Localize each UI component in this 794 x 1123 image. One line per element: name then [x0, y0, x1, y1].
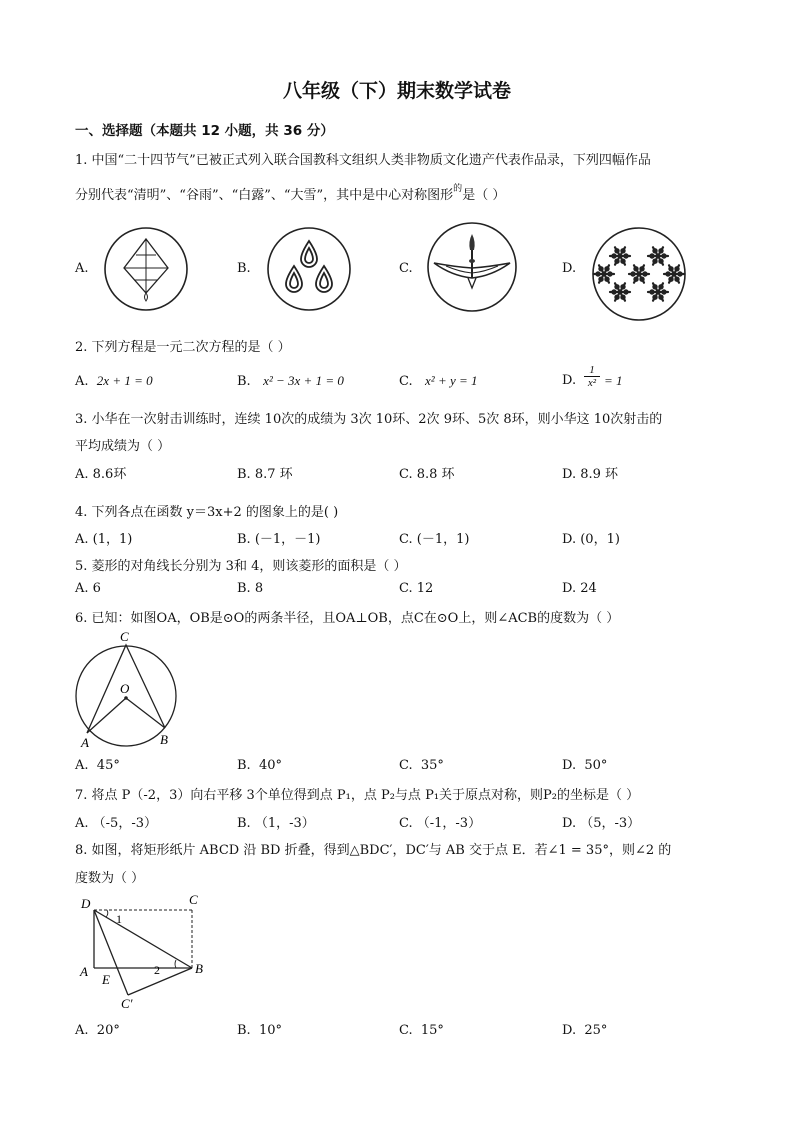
q1-option-c-label: C. — [399, 261, 413, 276]
q2-stem: 2. 下列方程是一元二次方程的是（ ） — [75, 340, 291, 355]
q8-angle-1: 1 — [116, 912, 122, 926]
q8-stem-line1: 8. 如图，将矩形纸片 ABCD 沿 BD 折叠，得到△BDC′，DC′与 AB 交于点 E．若∠1 = 35°，则∠2 的 — [75, 843, 672, 858]
q7-option-b: B. （1，-3） — [237, 816, 315, 831]
q7-option-d: D. （5，-3） — [562, 816, 641, 831]
q1-stem-line2: 分别代表“清明”、“谷雨”、“白露”、“大雪”，其中是中心对称图形$^的$是（ ） — [75, 184, 506, 203]
q6-option-a: A. 45° — [75, 758, 120, 773]
q4-option-c: C. (－1，1) — [399, 532, 470, 547]
page-title: 八年级（下）期末数学试卷 — [282, 80, 511, 102]
q3-option-a: A. 8.6环 — [75, 467, 127, 482]
raindrops-figure — [264, 225, 354, 313]
q5-option-b: B. 8 — [237, 581, 264, 596]
q2-option-b: B. x² − 3x + 1 = 0 — [237, 373, 344, 389]
q7-option-c: C. （-1，-3） — [399, 816, 482, 831]
kite-figure — [101, 225, 191, 313]
q2-option-c: C. x² + y = 1 — [399, 373, 478, 389]
q3-stem-line2: 平均成绩为（ ） — [75, 439, 171, 454]
q3-option-d: D. 8.9 环 — [562, 467, 619, 482]
q5-option-d: D. 24 — [562, 581, 597, 596]
q6-circle-figure — [72, 628, 184, 750]
q5-stem: 5. 菱形的对角线长分别为 3和 4，则该菱形的面积是（ ） — [75, 559, 407, 574]
q6-option-c: C. 35° — [399, 758, 444, 773]
q3-stem-line1: 3. 小华在一次射击训练时，连续 10次的成绩为 3次 10环、2次 9环、5次 8环，则小华这 10次射击的 — [75, 412, 663, 427]
q8-label-d: D — [81, 896, 91, 911]
q8-label-cprime: C′ — [121, 996, 133, 1011]
q3-option-c: C. 8.8 环 — [399, 467, 455, 482]
q6-option-b: B. 40° — [237, 758, 282, 773]
q3-option-b: B. 8.7 环 — [237, 467, 293, 482]
q8-option-c: C. 15° — [399, 1023, 444, 1038]
q1-option-a-label: A. — [75, 261, 89, 276]
q2-option-a: A. 2x + 1 = 0 — [75, 373, 153, 389]
q4-option-b: B. (－1，－1) — [237, 532, 321, 547]
q7-stem: 7. 将点 P（-2，3）向右平移 3个单位得到点 P₁，点 P₂与点 P₁关于原点对称，则P₂的坐标是（ ） — [75, 788, 640, 803]
q8-label-e: E — [102, 972, 110, 987]
q8-label-c: C — [189, 892, 198, 907]
q8-angle-2: 2 — [154, 963, 160, 977]
q1-option-b-label: B. — [237, 261, 251, 276]
q5-option-c: C. 12 — [399, 581, 434, 596]
q8-rectangle-fold-figure — [76, 890, 216, 1015]
q2-option-d-rhs: = 1 — [604, 373, 623, 388]
q4-option-d: D. (0，1) — [562, 532, 620, 547]
q6-option-d: D. 50° — [562, 758, 608, 773]
section-heading: 一、选择题（本题共 12 小题，共 36 分） — [75, 123, 334, 139]
q4-option-a: A. (1，1) — [75, 532, 133, 547]
q1-option-d-label: D. — [562, 261, 577, 276]
dew-figure — [426, 220, 518, 314]
q8-label-a: A — [80, 964, 88, 979]
q8-label-b: B — [195, 961, 203, 976]
q5-option-a: A. 6 — [75, 581, 101, 596]
snowflakes-figure — [590, 226, 688, 322]
q6-label-o: O — [120, 681, 130, 696]
q8-option-a: A. 20° — [75, 1023, 120, 1038]
q7-option-a: A. （-5，-3） — [75, 816, 157, 831]
q6-label-a: A — [81, 735, 89, 750]
q4-stem: 4. 下列各点在函数 y＝3x+2 的图象上的是( ) — [75, 505, 339, 520]
q6-stem: 6. 已知：如图OA，OB是⊙O的两条半径，且OA⊥OB，点C在⊙O上，则∠ACB的度数为（ ） — [75, 611, 620, 626]
q8-option-d: D. 25° — [562, 1023, 608, 1038]
q1-stem-line1: 1. 中国“二十四节气”已被正式列入联合国教科文组织人类非物质文化遗产代表作品录，下列四幅作品 — [75, 153, 651, 168]
q6-label-c: C — [120, 629, 129, 644]
q8-stem-line2: 度数为（ ） — [75, 871, 145, 886]
q2-option-d: D. — [562, 373, 577, 388]
q2-option-d-fraction: 1 x² — [584, 364, 600, 389]
q6-label-b: B — [160, 732, 168, 747]
q8-option-b: B. 10° — [237, 1023, 282, 1038]
